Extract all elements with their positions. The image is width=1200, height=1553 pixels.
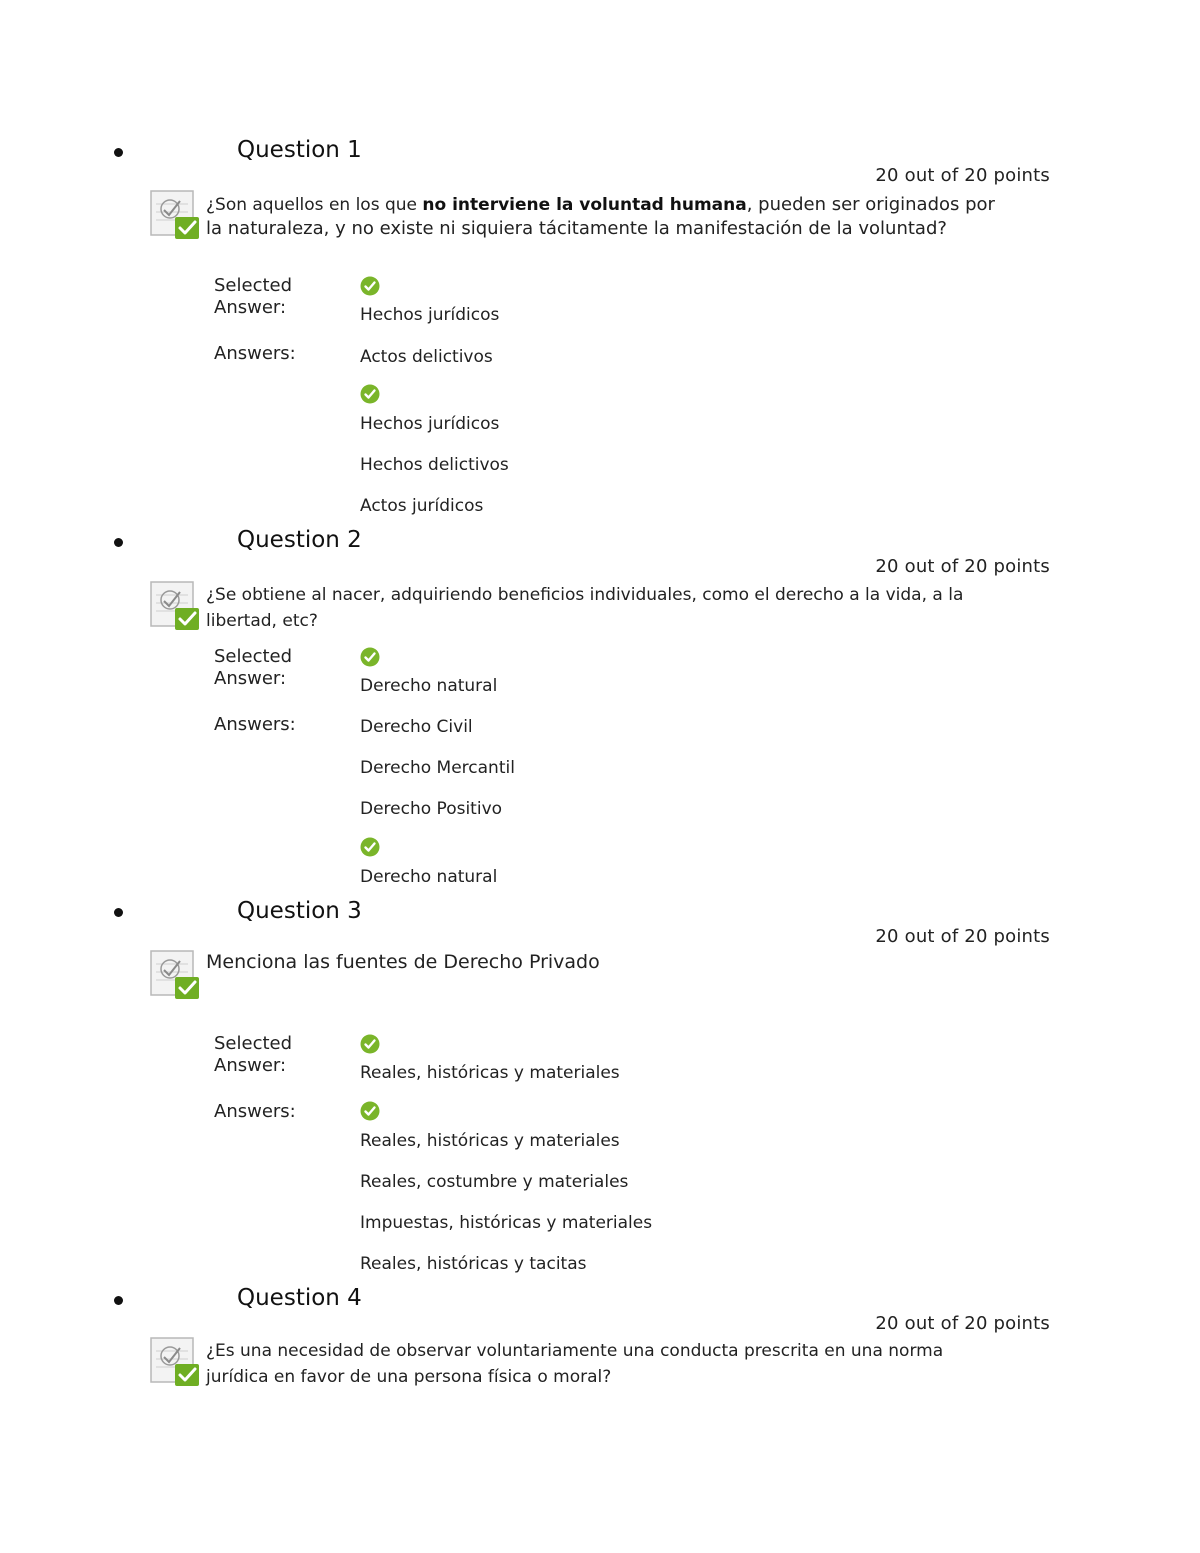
graded-correct-icon bbox=[150, 581, 202, 633]
answers-label: Answers: bbox=[214, 343, 296, 364]
correct-check-icon bbox=[360, 647, 380, 667]
answers-label: Answers: bbox=[214, 714, 296, 735]
answer-option: Impuestas, históricas y materiales bbox=[360, 1213, 653, 1233]
question-text: Menciona las fuentes de Derecho Privado bbox=[206, 951, 600, 973]
answer-option-correct: Reales, históricas y materiales bbox=[360, 1131, 620, 1151]
bullet-dot bbox=[114, 148, 123, 157]
points-score: 20 out of 20 points bbox=[875, 926, 1050, 947]
question-text: ¿Es una necesidad de observar voluntariamente una conducta prescrita en una norma jurídica en favor de una persona física o moral? bbox=[206, 1341, 944, 1387]
question-text bbox=[206, 193, 996, 241]
question-title: Question 3 bbox=[237, 898, 362, 924]
points-score: 20 out of 20 points bbox=[875, 1313, 1050, 1334]
bullet-dot bbox=[114, 538, 123, 547]
answer-option: Reales, históricas y tacitas bbox=[360, 1254, 587, 1274]
selected-answer-value: Hechos jurídicos bbox=[360, 305, 500, 325]
answer-option-correct: Derecho natural bbox=[360, 867, 498, 887]
question-text: ¿Se obtiene al nacer, adquiriendo beneficios individuales, como el derecho a la vida, a la libertad, etc? bbox=[206, 585, 964, 631]
correct-check-icon bbox=[360, 1034, 380, 1054]
question-text-end: , pueden ser originados por la naturaleza, y no existe ni siquiera tácitamente la manifestación de la voluntad? bbox=[206, 194, 995, 239]
selected-answer-value: Derecho natural bbox=[360, 676, 498, 696]
question-title: Question 4 bbox=[237, 1285, 362, 1311]
graded-correct-icon bbox=[150, 950, 202, 1002]
answer-option: Derecho Mercantil bbox=[360, 758, 515, 778]
question-title: Question 2 bbox=[237, 527, 362, 553]
question-text-start: ¿Son aquellos en los que bbox=[206, 195, 423, 215]
answer-option: Actos jurídicos bbox=[360, 496, 484, 516]
answer-option-correct: Hechos jurídicos bbox=[360, 414, 500, 434]
selected-answer-label: Selected Answer: bbox=[214, 275, 293, 318]
graded-correct-icon bbox=[150, 1337, 202, 1389]
points-score: 20 out of 20 points bbox=[875, 556, 1050, 577]
selected-answer-label: Selected Answer: bbox=[214, 1033, 293, 1076]
graded-correct-icon bbox=[150, 190, 202, 242]
bullet-dot bbox=[114, 1296, 123, 1305]
answer-option: Reales, costumbre y materiales bbox=[360, 1172, 629, 1192]
correct-check-icon bbox=[360, 276, 380, 296]
answers-label: Answers: bbox=[214, 1101, 296, 1122]
question-text-emphasis: no interviene la voluntad humana bbox=[422, 195, 747, 215]
answer-option: Derecho Civil bbox=[360, 717, 473, 737]
points-score: 20 out of 20 points bbox=[875, 165, 1050, 186]
question-title: Question 1 bbox=[237, 137, 362, 163]
correct-check-icon bbox=[360, 1101, 380, 1121]
bullet-dot bbox=[114, 908, 123, 917]
answer-option: Hechos delictivos bbox=[360, 455, 509, 475]
correct-check-icon bbox=[360, 384, 380, 404]
answer-option: Actos delictivos bbox=[360, 347, 493, 367]
answer-option: Derecho Positivo bbox=[360, 799, 503, 819]
correct-check-icon bbox=[360, 837, 380, 857]
selected-answer-label: Selected Answer: bbox=[214, 646, 293, 689]
selected-answer-value: Reales, históricas y materiales bbox=[360, 1063, 620, 1083]
